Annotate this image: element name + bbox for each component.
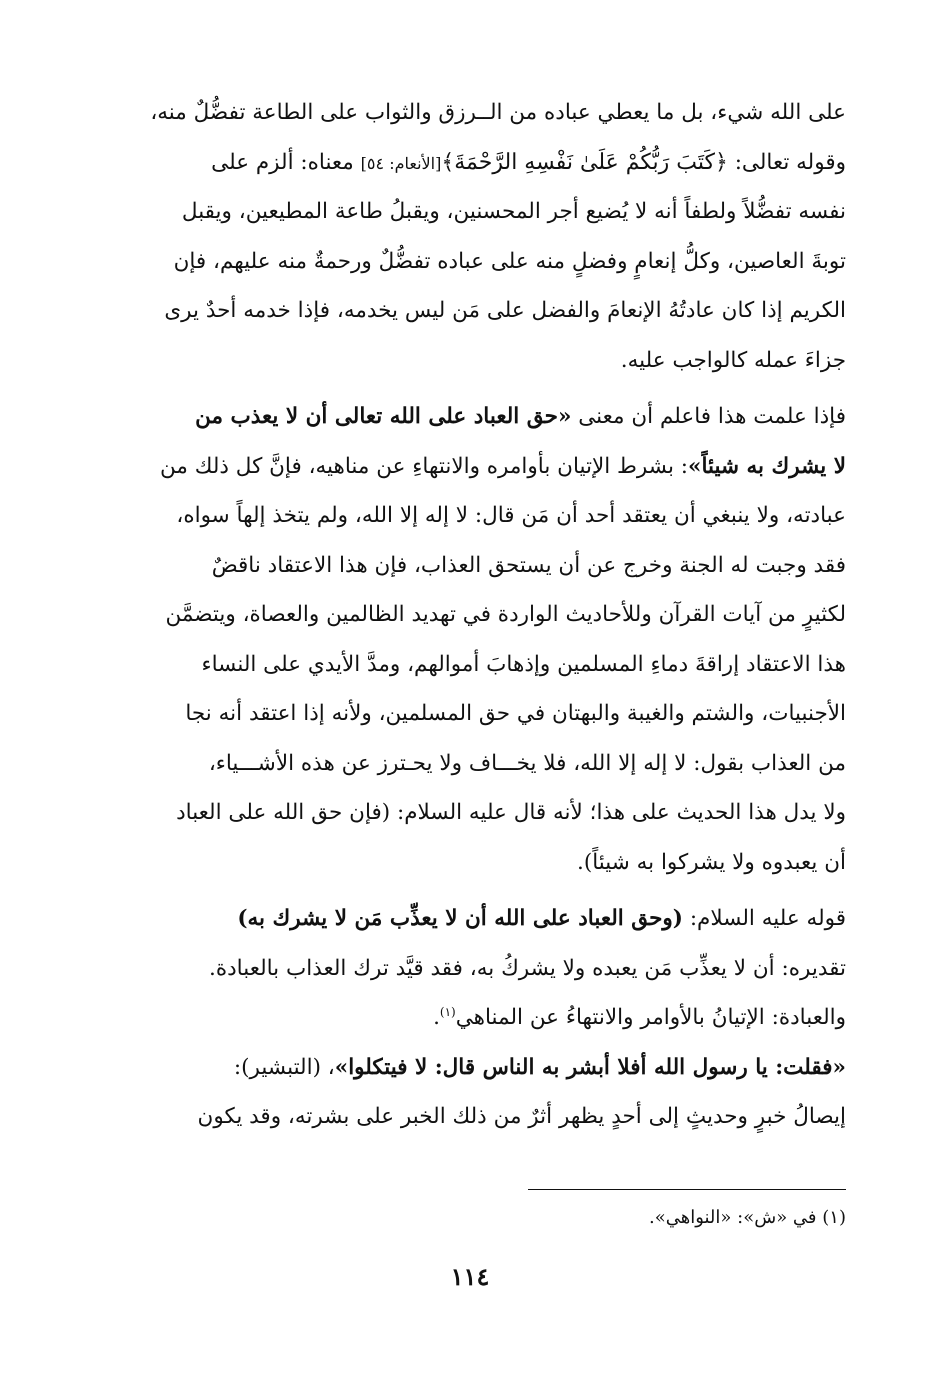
text-line: لا يشرك به شيئاً»: بشرط الإتيان بأوامره والانتهاءِ عن مناهيه، فإنَّ كل ذلك من (159, 453, 846, 479)
text-line: قوله عليه السلام: (وحق العباد على الله أن لا يعذِّب مَن لا يشرك به) (237, 906, 846, 931)
text-line: لكثيرٍ من آيات القرآن وللأحاديث الواردة في تهديد الظالمين والعصاة، ويتضمَّن (165, 602, 846, 627)
paragraph-1 (118, 88, 846, 385)
footnote: (١) في «ش»: «النواهي». (648, 1207, 846, 1228)
text-line: على الله شيء، بل ما يعطي عباده من الــرزق والثواب على الطاعة تفضُّلٌ منه، (150, 100, 846, 125)
text-line: ولا يدل هذا الحديث على هذا؛ لأنه قال عليه السلام: (فإن حق الله على العباد (176, 800, 846, 825)
hadith-quote: «فقلت: يا رسول الله أفلا أبشر به الناس قال: لا فيتكلوا» (334, 1054, 846, 1080)
text-line: من العذاب بقول: لا إله إلا الله، فلا يخـــاف ولا يحـترز عن هذه الأشـــياء، (208, 750, 846, 776)
text-line: هذا الاعتقاد إراقةَ دماءِ المسلمين وإذهابَ أموالهم، ومدَّ الأيدي على النساء (201, 651, 846, 677)
main-text (118, 88, 846, 1142)
text-line: الكريم إذا كان عادتُهُ الإنعامَ والفضل على مَن ليس يخدمه، فإذا خدمه أحدٌ يرى (164, 298, 846, 323)
hadith-quote: (وحق العباد على الله أن لا يعذِّب مَن لا يشرك به) (237, 906, 683, 931)
hadith-quote: «حق العباد على الله تعالى أن لا يعذب من (195, 404, 572, 429)
paragraph-2 (118, 392, 846, 887)
text-line: جزاءَ عمله كالواجب عليه. (620, 347, 846, 373)
text-line: عبادته، ولا ينبغي أن يعتقد أحد أن مَن قال: لا إله إلا الله، ولم يتخذ إلهاً سواه، (176, 503, 846, 528)
verse-reference: [الأنعام: ٥٤] (360, 153, 442, 173)
text-line: «فقلت: يا رسول الله أفلا أبشر به الناس قال: لا فيتكلوا»، (التبشير): (233, 1054, 846, 1080)
quran-verse: ﴿كَتَبَ رَبُّكُمْ عَلَىٰ نَفْسِهِ الرَّحْمَةَ﴾ (441, 149, 728, 175)
text-line: نفسه تفضُّلاً ولطفاً أنه لا يُضيع أجر المحسنين، ويقبلُ طاعة المطيعين، ويقبل (181, 199, 846, 224)
footnote-marker: (١) (439, 1004, 456, 1019)
text-line: فإذا علمت هذا فاعلم أن معنى «حق العباد على الله تعالى أن لا يعذب من (195, 404, 846, 429)
page-number: ١١٤ (450, 1262, 490, 1291)
text-line: تقديره: أن لا يعذِّب مَن يعبده ولا يشركُ به، فقد قيَّد ترك العذاب بالعبادة. (209, 955, 846, 981)
text-line: فقد وجبت له الجنة وخرج عن أن يستحق العذاب، فإن هذا الاعتقاد ناقضٌ (211, 552, 846, 578)
text-line: إيصالُ خبرٍ وحديثٍ إلى أحدٍ يظهر أثرٌ من ذلك الخبر على بشرته، وقد يكون (197, 1104, 846, 1129)
text-line: والعبادة: الإتيانُ بالأوامر والانتهاءُ عن المناهي$^{(١)}$. (433, 1004, 846, 1030)
paragraph-5 (118, 1043, 846, 1142)
paragraph-4 (118, 993, 846, 1043)
text-line: توبةَ العاصين، وكلُّ إنعامٍ وفضلٍ منه على عباده تفضُّلٌ ورحمةٌ منه عليهم، فإن (173, 248, 846, 274)
text-line: أن يعبدوه ولا يشركوا به شيئاً). (577, 849, 846, 875)
text-line: الأجنبيات، والشتم والغيبة والبهتان في حق المسلمين، ولأنه إذا اعتقد أنه نجا (185, 701, 846, 726)
paragraph-3 (118, 894, 846, 993)
hadith-quote: لا يشرك به شيئاً» (688, 453, 846, 479)
text-line: وقوله تعالى: ﴿كَتَبَ رَبُّكُمْ عَلَىٰ نَفْسِهِ الرَّحْمَةَ﴾[الأنعام: ٥٤] معناه: ألزم على (211, 149, 846, 175)
footnote-divider (528, 1189, 846, 1190)
